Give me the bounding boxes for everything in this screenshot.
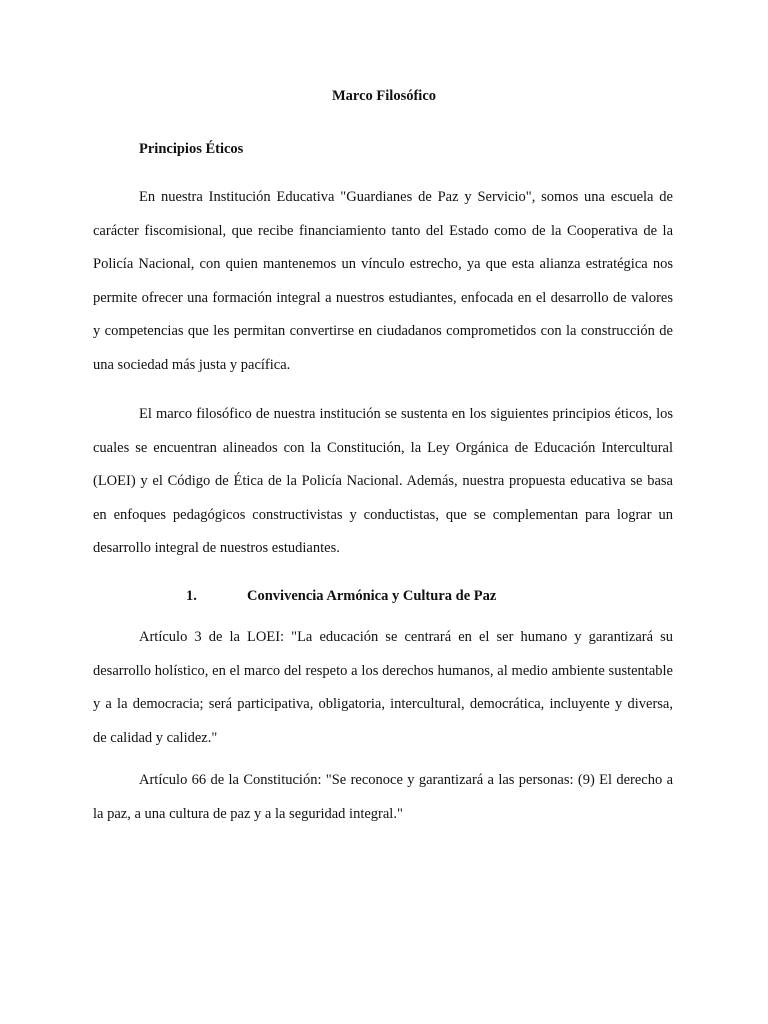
paragraph-intro: En nuestra Institución Educativa "Guardianes de Paz y Servicio", somos una escuela de carácter fiscomisional, que recibe financiamiento tanto del Estado como de la Cooperativa de la Policía Nacional, con quien mantenemos un vínculo estrecho, ya que esta alianza estratégica nos permite ofrecer una formación integral a nuestros estudiantes, enfocada en el desarrollo de valores y competencias que les permitan convertirse en ciudadanos comprometidos con la construcción de una sociedad más justa y pacífica. [93, 189, 673, 373]
article-loei: Artículo 3 de la LOEI: "La educación se centrará en el ser humano y garantizará su desarrollo holístico, en el marco del respeto a los derechos humanos, al medio ambiente sustentable y a la democracia; será participativa, obligatoria, intercultural, democrática, incluyente y diversa, de calidad y calidez." [93, 629, 673, 746]
subsection-heading [186, 586, 496, 606]
section-heading: Principios Éticos [139, 141, 244, 157]
subsection-title: Convivencia Armónica y Cultura de Paz [247, 588, 497, 604]
article-constitution: Artículo 66 de la Constitución: "Se reconoce y garantizará a las personas: (9) El derecho a la paz, a una cultura de paz y a la seguridad integral." [93, 772, 673, 822]
paragraph-framework: El marco filosófico de nuestra institución se sustenta en los siguientes principios éticos, los cuales se encuentran alineados con la Constitución, la Ley Orgánica de Educación Intercultural (LOEI) y el Código de Ética de la Policía Nacional. Además, nuestra propuesta educativa se basa en enfoques pedagógicos constructivistas y conductistas, que se complementan para lograr un desarrollo integral de nuestros estudiantes. [93, 406, 673, 557]
subsection-number: 1. [186, 588, 197, 604]
document-title: Marco Filosófico [331, 88, 437, 104]
